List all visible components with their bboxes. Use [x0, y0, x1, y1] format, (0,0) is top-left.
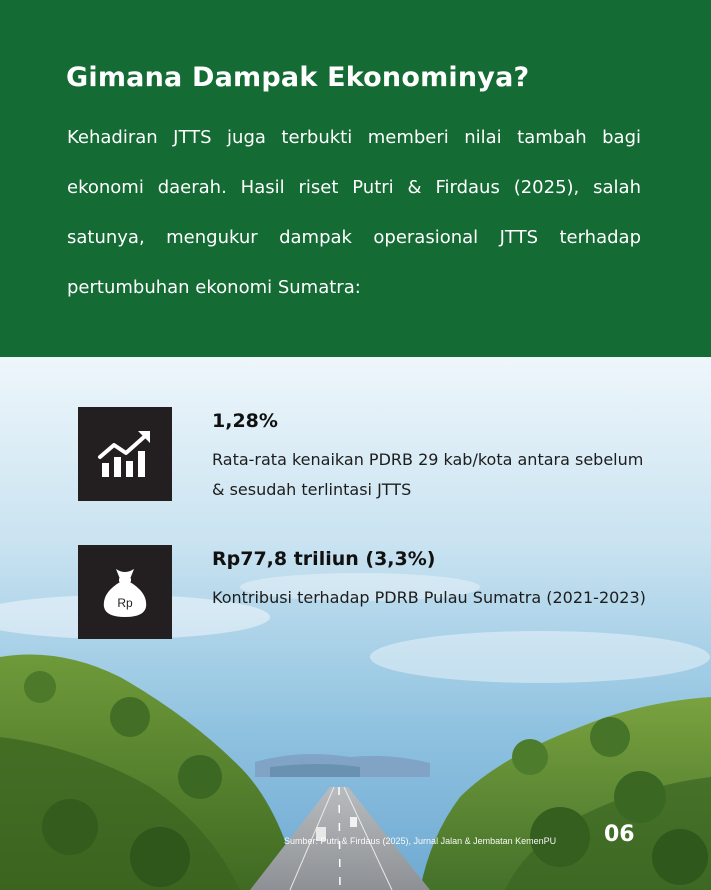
intro-paragraph: Kehadiran JTTS juga terbukti memberi nilai tambah bagi ekonomi daerah. Hasil riset Putri & Firdaus (2025), salah satunya, mengukur dampak operasional JTTS terhadap pertumbuhan ekonomi Sumatra:	[67, 127, 641, 298]
stat-description: Rata-rata kenaikan PDRB 29 kab/kota antara sebelum & sesudah terlintasi JTTS	[212, 450, 644, 499]
stat-value: Rp77,8 triliun (3,3%)	[212, 548, 436, 570]
stat-description: Kontribusi terhadap PDRB Pulau Sumatra (2021-2023)	[212, 588, 646, 607]
stat-value: 1,28%	[212, 410, 278, 432]
page-number: 06	[604, 822, 635, 847]
source-citation: Sumber: Putri & Firdaus (2025), Jurnal Jalan & Jembatan KemenPU	[284, 836, 557, 846]
currency-label: Rp	[117, 596, 133, 610]
money-bag-icon	[78, 545, 172, 639]
stat-pdrb-contribution	[78, 545, 658, 641]
page-title: Gimana Dampak Ekonominya?	[66, 62, 530, 93]
header-panel	[0, 0, 711, 357]
growth-chart-icon	[78, 407, 172, 501]
stat-pdrb-growth	[78, 407, 658, 503]
